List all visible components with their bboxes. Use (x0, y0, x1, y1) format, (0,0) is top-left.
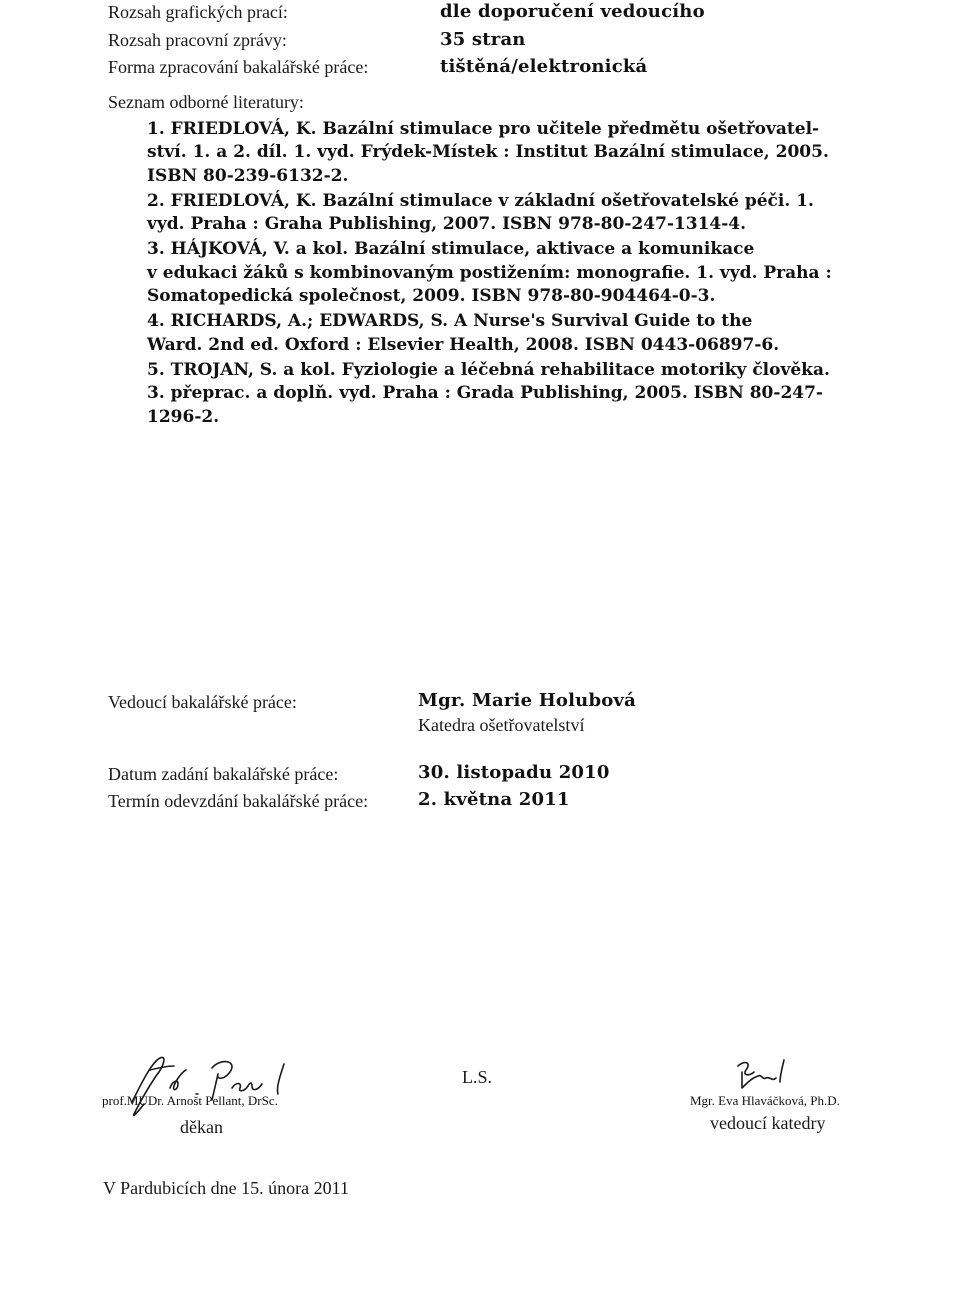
assigned-date-label: Datum zadání bakalářské práce: (108, 764, 339, 784)
literature-line: 1296-2. (147, 406, 220, 427)
literature-item (147, 359, 847, 429)
report-scope-value: 35 stran (440, 29, 526, 50)
report-scope-label: Rozsah pracovní zprávy: (108, 30, 287, 50)
literature-line: 3. HÁJKOVÁ, V. a kol. Bazální stimulace, aktivace a komunikace (147, 239, 755, 260)
literature-item (147, 310, 847, 357)
supervisor-label: Vedoucí bakalářské práce: (108, 692, 297, 712)
dean-name-text: MUDr. Arnošt Pellant, DrSc. (126, 1093, 278, 1108)
place-date: V Pardubicích dne 15. února 2011 (103, 1178, 349, 1198)
literature-line: 4. RICHARDS, A.; EDWARDS, S. A Nurse's Survival Guide to the (147, 311, 753, 332)
literature-label: Seznam odborné literatury: (108, 92, 304, 112)
supervisor-department: Katedra ošetřovatelství (418, 715, 585, 735)
literature-line: vyd. Praha : Graha Publishing, 2007. ISBN 978-80-247-1314-4. (147, 214, 747, 235)
literature-line: ství. 1. a 2. díl. 1. vyd. Frýdek-Místek : Institut Bazální stimulace, 2005. (147, 142, 829, 163)
graphics-scope-label: Rozsah grafických prací: (108, 2, 288, 22)
dean-prefix: prof. (102, 1093, 127, 1108)
literature-line: Ward. 2nd ed. Oxford : Elsevier Health, 2008. ISBN 0443-06897-6. (147, 334, 780, 355)
literature-item (147, 118, 847, 188)
head-title: vedoucí katedry (710, 1113, 826, 1133)
literature-item (147, 190, 847, 237)
deadline-value: 2. května 2011 (418, 789, 570, 810)
literature-line: 5. TROJAN, S. a kol. Fyziologie a léčebná rehabilitace motoriky člověka. (147, 359, 830, 380)
dean-name (102, 1093, 278, 1109)
head-name: Mgr. Eva Hlaváčková, Ph.D. (690, 1093, 840, 1108)
dean-title: děkan (180, 1117, 223, 1137)
literature-line: ISBN 80-239-6132-2. (147, 165, 349, 186)
literature-list (147, 118, 847, 429)
supervisor-name: Mgr. Marie Holubová (418, 690, 636, 711)
literature-line: 2. FRIEDLOVÁ, K. Bazální stimulace v základní ošetřovatelské péči. 1. (147, 190, 814, 211)
literature-line: Somatopedická společnost, 2009. ISBN 978-80-904464-0-3. (147, 286, 716, 307)
literature-line: 1. FRIEDLOVÁ, K. Bazální stimulace pro učitele předmětu ošetřovatel- (147, 119, 820, 139)
literature-line: 3. přeprac. a doplň. vyd. Praha : Grada Publishing, 2005. ISBN 80-247- (147, 383, 823, 404)
literature-line: v edukaci žáků s kombinovaným postižením: monografie. 1. vyd. Praha : (147, 262, 832, 283)
literature-item (147, 238, 847, 308)
graphics-scope-value: dle doporučení vedoucího (440, 1, 705, 22)
deadline-label: Termín odevzdání bakalářské práce: (108, 791, 369, 811)
dean-signature (112, 1052, 312, 1127)
seal-mark: L.S. (462, 1067, 493, 1087)
thesis-form-label: Forma zpracování bakalářské práce: (108, 57, 369, 77)
assigned-date-value: 30. listopadu 2010 (418, 762, 610, 783)
thesis-form-value: tištěná/elektronická (440, 56, 648, 77)
